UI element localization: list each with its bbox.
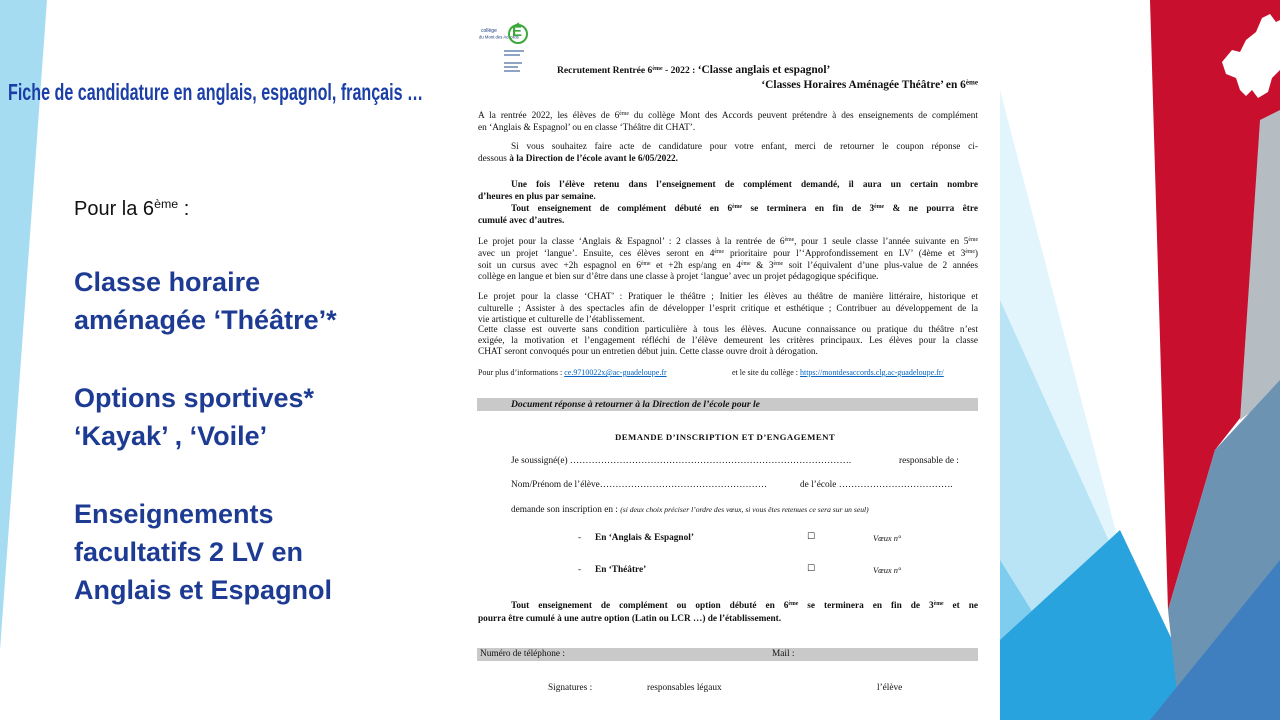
doc-text: ): [974, 249, 978, 259]
doc-text: A la rentrée 2022, les élèves de 6: [478, 111, 620, 121]
doc-line: [478, 336, 978, 347]
doc-text: Si vous souhaitez faire acte de candidature pour votre enfant, merci de retourner le coupon réponse ci-: [511, 142, 978, 152]
superscript: ème: [619, 111, 629, 118]
form-request-label: demande son inscription en :: [511, 505, 621, 515]
doc-text: cumulé avec d’autres.: [478, 216, 565, 226]
doc-text: et ne: [943, 601, 979, 611]
doc-text: Tout enseignement de complément débuté en 6: [511, 204, 733, 214]
website-link[interactable]: https://montdesaccords.clg.ac-guadeloupe.fr/: [799, 368, 944, 377]
option-label-theatre: En ‘Théâtre’: [595, 565, 647, 575]
superscript: ème: [788, 601, 799, 608]
doc-line: [478, 272, 878, 283]
doc-text: Une fois l’élève retenu dans l’enseignement de complément demandé, il aura un certain nombre: [511, 180, 978, 190]
form-name-field: Je soussigné(e) ……………………………………………………………………………….: [511, 456, 852, 466]
doc-text: du collège Mont des Accords peuvent prétendre à des enseignements de complément: [628, 111, 978, 121]
doc-line: [478, 123, 695, 134]
college-logo: [478, 18, 532, 76]
superscript: ème: [652, 66, 663, 73]
superscript: ème: [874, 204, 885, 211]
doc-text: & ne pourra être: [884, 204, 978, 214]
deadline-text: à la Direction de l’école avant le 6/05/2022.: [509, 154, 678, 164]
doc-text: soit l’équivalent d’une plus-value de 2 années: [783, 261, 978, 271]
option-line: ‘Kayak’ , ‘Voile’: [74, 421, 268, 451]
application-form-document: [457, 0, 1000, 720]
doc-text: ‘Classes Horaires Aménagée Théâtre’ en 6: [761, 79, 966, 91]
doc-text: prioritaire pour l’‘Approfondissement en LV’ (4ème et 3: [724, 249, 966, 259]
option-block-theatre: [74, 263, 337, 339]
doc-line: [511, 601, 978, 612]
option-dash: -: [578, 565, 582, 575]
option-line: facultatifs 2 LV en: [74, 537, 304, 567]
doc-text: & 3: [750, 261, 774, 271]
signature-student-label: l’élève: [877, 683, 903, 693]
checkbox-anglais-espagnol[interactable]: ☐: [807, 532, 816, 542]
superscript: ème: [933, 601, 944, 608]
phone-field-label: Numéro de téléphone :: [480, 649, 565, 659]
option-block-sports: [74, 379, 314, 455]
doc-text: vie artistique et culturelle de l’établissement.: [478, 315, 645, 325]
doc-line: [478, 216, 564, 227]
email-link[interactable]: ce.9710022x@ac-guadeloupe.fr: [564, 368, 667, 377]
checkbox-theatre[interactable]: ☐: [807, 564, 816, 574]
option-dash: -: [578, 533, 582, 543]
superscript: ème: [741, 261, 751, 268]
doc-text: CHAT seront convoqués pour un entretien début juin. Cette classe ouvre droit à dérogation.: [478, 347, 818, 357]
doc-line: [478, 347, 818, 358]
doc-text: exigée, la motivation et l’engagement réfléchi de l’élève demeurent les critères principaux. Les élèves pour la classe: [478, 336, 978, 346]
option-line: aménagée ‘Théâtre’*: [74, 305, 337, 335]
form-title: DEMANDE D’INSCRIPTION ET D’ENGAGEMENT: [615, 432, 836, 442]
contact-label: Pour plus d’informations :: [478, 368, 565, 377]
doc-text: Cette classe est ouverte sans condition particulière à tous les élèves. Aucune connaissance ou pratique du théâtre n’est: [478, 325, 978, 335]
mail-field-label: Mail :: [772, 649, 795, 659]
voeux-label: Vœux n°: [873, 534, 902, 543]
doc-text: culturelle ; Assister à des spectacles afin de développer l’esprit critique et esthétique ; Contribuer au développement de la: [478, 304, 978, 314]
superscript: ème: [714, 249, 724, 256]
form-guardian-label: responsable de :: [899, 456, 959, 466]
superscript: ème: [965, 249, 975, 256]
website-info-line: [732, 367, 944, 378]
slide-title: Fiche de candidature en anglais, espagnol, français …: [8, 79, 424, 105]
signatures-label: Signatures :: [548, 683, 593, 693]
doc-line: [478, 249, 978, 260]
doc-line: [478, 192, 596, 203]
doc-line: [478, 237, 978, 248]
doc-line: [478, 304, 978, 315]
option-label-anglais-espagnol: En ‘Anglais & Espagnol’: [595, 533, 694, 543]
doc-text: se terminera en fin de 3: [742, 204, 875, 214]
doc-text: Tout enseignement de complément ou option débuté en 6: [511, 601, 789, 611]
doc-line: [511, 180, 978, 191]
doc-text: en ‘Anglais & Espagnol’ ou en classe ‘Théâtre dit CHAT’.: [478, 123, 696, 133]
option-line: Options sportives*: [74, 383, 315, 413]
doc-line: [478, 614, 781, 625]
doc-text: Recrutement Rentrée 6: [557, 65, 653, 76]
doc-text: Le projet pour la classe ‘CHAT’ : Pratiquer le théâtre ; Initier les élèves au théâtre de manière littéraire, historique et: [478, 292, 978, 302]
doc-text: dessous: [478, 154, 510, 164]
form-student-field: Nom/Prénom de l’élève………………………………………………: [511, 480, 768, 490]
response-bar-text: Document réponse à retourner à la Direction de l’école pour le: [511, 399, 760, 410]
logo-text: collège: [481, 28, 497, 34]
form-request-line: [511, 504, 869, 516]
voeux-label: Vœux n°: [873, 566, 902, 575]
form-request-note: (si deux choix préciser l’ordre des vœux, si vous êtes retenues ce sera sur un seul): [620, 505, 869, 514]
doc-line: [511, 204, 978, 215]
superscript: ème: [732, 204, 743, 211]
logo-text: du Mont des Accords: [479, 35, 519, 41]
doc-text: pourra être cumulé à une autre option (Latin ou LCR …) de l’établissement.: [478, 614, 782, 624]
doc-text: et +2h esp/ang en 4: [650, 261, 742, 271]
option-line: Enseignements: [74, 499, 274, 529]
intro-text: [74, 198, 189, 221]
option-block-languages: [74, 495, 332, 609]
doc-text: d’heures en plus par semaine.: [478, 192, 596, 202]
intro-superscript: ème: [154, 197, 179, 212]
website-label: et le site du collège :: [732, 368, 800, 377]
intro-post: :: [178, 198, 190, 220]
doc-text: se terminera en fin de 3: [798, 601, 934, 611]
signature-parents-label: responsables légaux: [647, 683, 722, 693]
form-school-field: de l’école ……………………………….: [800, 480, 953, 490]
superscript: ème: [968, 237, 978, 244]
doc-text: Le projet pour la classe ‘Anglais & Espagnol’ : 2 classes à la rentrée de 6: [478, 237, 785, 247]
recruitment-title: [557, 65, 830, 76]
doc-line: [478, 111, 978, 122]
doc-text: collège en langue et bien sur d’être dans une classe à projet ‘langue’ avec un projet pédagogique spécifique.: [478, 272, 879, 282]
option-line: Classe horaire: [74, 267, 261, 297]
doc-line: [478, 325, 978, 336]
doc-line: [478, 261, 978, 272]
doc-text: avec un projet ‘langue’. Ensuite, ces élèves seront en 4: [478, 249, 715, 259]
doc-line: [478, 292, 978, 303]
option-line: Anglais et Espagnol: [74, 575, 333, 605]
doc-text: ‘Classe anglais et espagnol’: [697, 64, 831, 76]
doc-line: [511, 142, 978, 153]
superscript: ème: [773, 261, 784, 268]
recruitment-subtitle: [478, 80, 978, 91]
intro-pre: Pour la 6: [74, 198, 155, 220]
doc-text: - 2022 :: [662, 65, 698, 76]
superscript: ème: [784, 237, 795, 244]
doc-text: soit un cursus avec +2h espagnol en 6: [478, 261, 641, 271]
contact-info-line: [478, 367, 667, 378]
doc-text: , pour 1 seule classe l’année suivante en 5: [794, 237, 969, 247]
logo-letter: É: [512, 23, 523, 40]
superscript: ème: [965, 78, 978, 87]
superscript: ème: [640, 261, 651, 268]
doc-line: [478, 154, 678, 165]
